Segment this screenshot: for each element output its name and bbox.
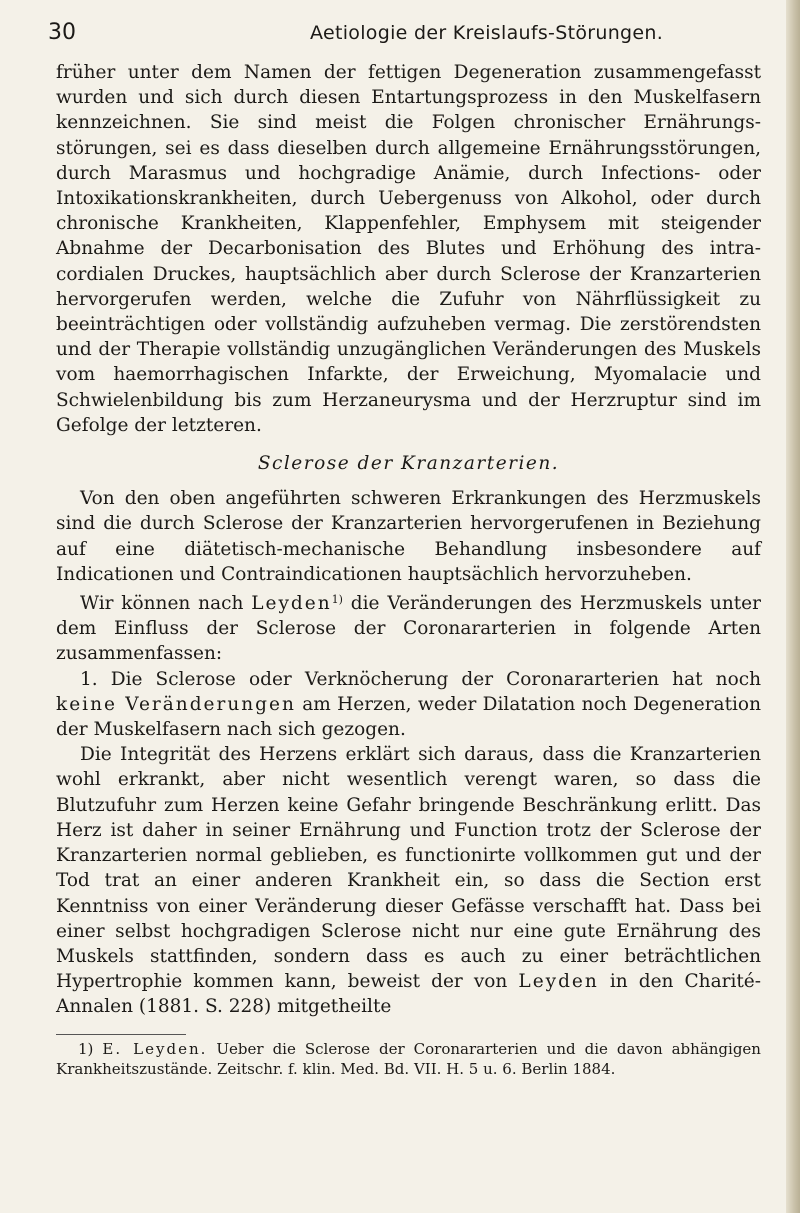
paragraph-leyden (56, 587, 761, 667)
page-number: 30 (48, 20, 76, 45)
footnote-mark: 1) (78, 1039, 94, 1058)
integrity-text-a: Die Integrität des Herzens erklärt sich daraus, dass die Kranzarterien wohl erkrankt, aber nicht wesentlich verengt waren, so dass die Blutzufuhr zum Herzen keine Gefahr bringende Beschränkung erlitt. Das Herz ist daher in seiner Ernährung und Function trotz der Sclerose der Kranzarterien normal geblieben, es functionirte vollkommen gut und der Tod trat an einer anderen Krankheit ein, so dass die Section erst Kenntniss von einer Veränderung dieser Gefässe verschafft hat. Dass bei einer selbst hochgradigen Sclerose nicht nur eine gute Ernährung des Muskels stattfinden, sondern dass es auch zu einer beträchtlichen Hypertrophie kommen kann, beweist der von (56, 744, 761, 993)
paragraph-integrity (56, 742, 761, 1019)
footnote-rule (56, 1034, 186, 1035)
point-1-emphasis: keine Veränderungen (56, 693, 296, 715)
page-edge (786, 0, 800, 1213)
point-1-text-a: 1. Die Sclerose oder Verknöcherung der Coronararterien hat noch (80, 668, 761, 690)
paragraph-leyden-text-b: die Veränderungen des Herzmuskels unter dem Einfluss der Sclerose der Coronararterien in folgende Arten zusammenfassen: (56, 593, 761, 665)
paragraph-continuation: früher unter dem Namen der fettigen Degeneration zusammengefasst wurden und sich durch diesen Entartungsprozess in den Muskelfasern kennzeichnen. Sie sind meist die Folgen chronischer Ernährungsstörungen, sei es dass dieselben durch allgemeine Ernährungsstörungen, durch Marasmus und hochgradige Anämie, durch Infections- oder Intoxikationskrankheiten, durch Uebergenuss von Alkohol, oder durch chronische Krankheiten, Klappenfehler, Emphysem mit steigender Abnahme der Decarbonisation des Blutes und Erhöhung des intracordialen Druckes, hauptsächlich aber durch Sclerose der Kranzarterien hervorgerufen werden, welche die Zufuhr von Nährflüssigkeit zu beeinträchtigen oder vollständig aufzuheben vermag. Die zerstörendsten und der Therapie vollständig unzugänglichen Veränderungen des Muskels vom haemorrhagischen Infarkte, der Erweichung, Myomalacie und Schwielenbildung bis zum Herzaneurysma und der Herzruptur sind im Gefolge der letzteren. (56, 62, 761, 436)
integrity-text-b: in den Charité-Annalen (1881. S. 228) mitgetheilte (56, 971, 761, 1018)
running-head: Aetiologie der Kreislaufs-Störungen. (310, 22, 664, 44)
author-name-leyden: Leyden (251, 593, 332, 615)
section-heading: Sclerose der Kranzarterien. (257, 453, 560, 475)
paragraph-point-1 (56, 667, 761, 743)
footnote-reference: 1) (331, 593, 343, 607)
footnote (56, 1039, 761, 1079)
page-body (56, 60, 761, 1079)
author-name-leyden-2: Leyden (518, 971, 599, 993)
point-1-text-b: am Herzen, weder Dilatation noch Degeneration der Muskelfasern nach sich gezogen. (56, 693, 761, 741)
paragraph-intro: Von den oben angeführten schweren Erkrankungen des Herzmuskels sind die durch Sclerose der Kranzarterien hervorgerufenen in Beziehung auf eine diätetisch-mechanische Behandlung insbesondere auf Indicationen und Contraindicationen hauptsächlich hervorzuheben. (56, 488, 761, 585)
footnote-author: E. Leyden. (102, 1039, 208, 1058)
footnote-text: Ueber die Sclerose der Coronararterien und die davon abhängigen Krankheitszustände. Zeitschr. f. klin. Med. Bd. VII. H. 5 u. 6. Berlin 1884. (56, 1039, 761, 1078)
paragraph-leyden-text-a: Wir können nach (80, 593, 244, 615)
page-header (0, 20, 786, 54)
